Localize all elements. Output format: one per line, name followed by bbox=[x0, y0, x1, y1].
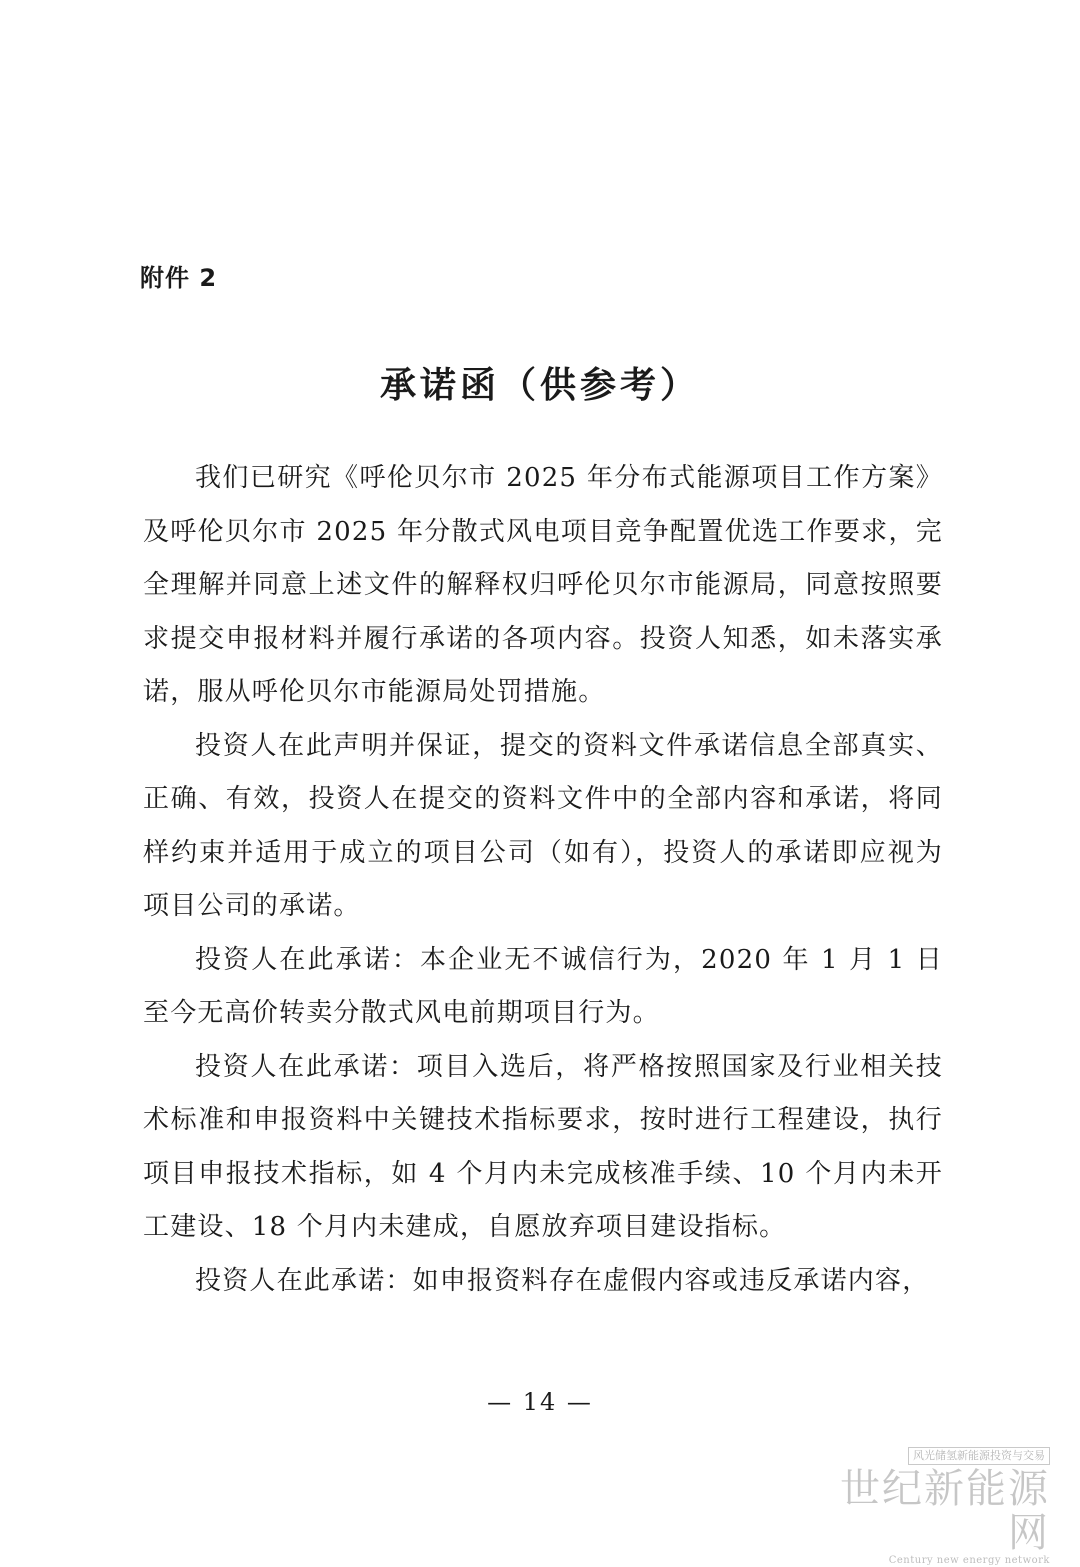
paragraph-3: 投资人在此承诺：本企业无不诚信行为，2020 年 1 月 1 日至今无高价转卖分散式风电前期项目行为。 bbox=[143, 944, 943, 1028]
paragraph-1: 我们已研究《呼伦贝尔市 2025 年分布式能源项目工作方案》及呼伦贝尔市 2025 年分散式风电项目竞争配置优选工作要求，完全理解并同意上述文件的解释权归呼伦贝尔市能源局，同意按照要求提交申报材料并履行承诺的各项内容。投资人知悉，如未落实承诺，服从呼伦贝尔市能源局处罚措施。 bbox=[143, 463, 943, 707]
page-number: — 14 — bbox=[487, 1388, 593, 1416]
paragraph-2: 投资人在此声明并保证，提交的资料文件承诺信息全部真实、正确、有效，投资人在提交的资料文件中的全部内容和承诺，将同样约束并适用于成立的项目公司（如有），投资人的承诺即应视为项目公司的承诺。 bbox=[143, 730, 943, 921]
document-title: 承诺函（供参考） bbox=[379, 365, 700, 406]
watermark-tagline: 风光储氢新能源投资与交易 bbox=[908, 1447, 1050, 1465]
watermark-english: Century new energy network bbox=[888, 1555, 1050, 1566]
attachment-label: 附件 2 bbox=[140, 264, 218, 292]
paragraph-5: 投资人在此承诺：如申报资料存在虚假内容或违反承诺内容， bbox=[195, 1265, 930, 1296]
paragraph-4: 投资人在此承诺：项目入选后，将严格按照国家及行业相关技术标准和申报资料中关键技术指标要求，按时进行工程建设，执行项目申报技术指标，如 4 个月内未完成核准手续、10 个月内未开工建设、18 个月内未建成，自愿放弃项目建设指标。 bbox=[143, 1051, 943, 1242]
watermark-logo bbox=[820, 1446, 1050, 1567]
document-body bbox=[143, 452, 943, 1308]
watermark-name: 世纪新能源网 bbox=[840, 1466, 1050, 1556]
